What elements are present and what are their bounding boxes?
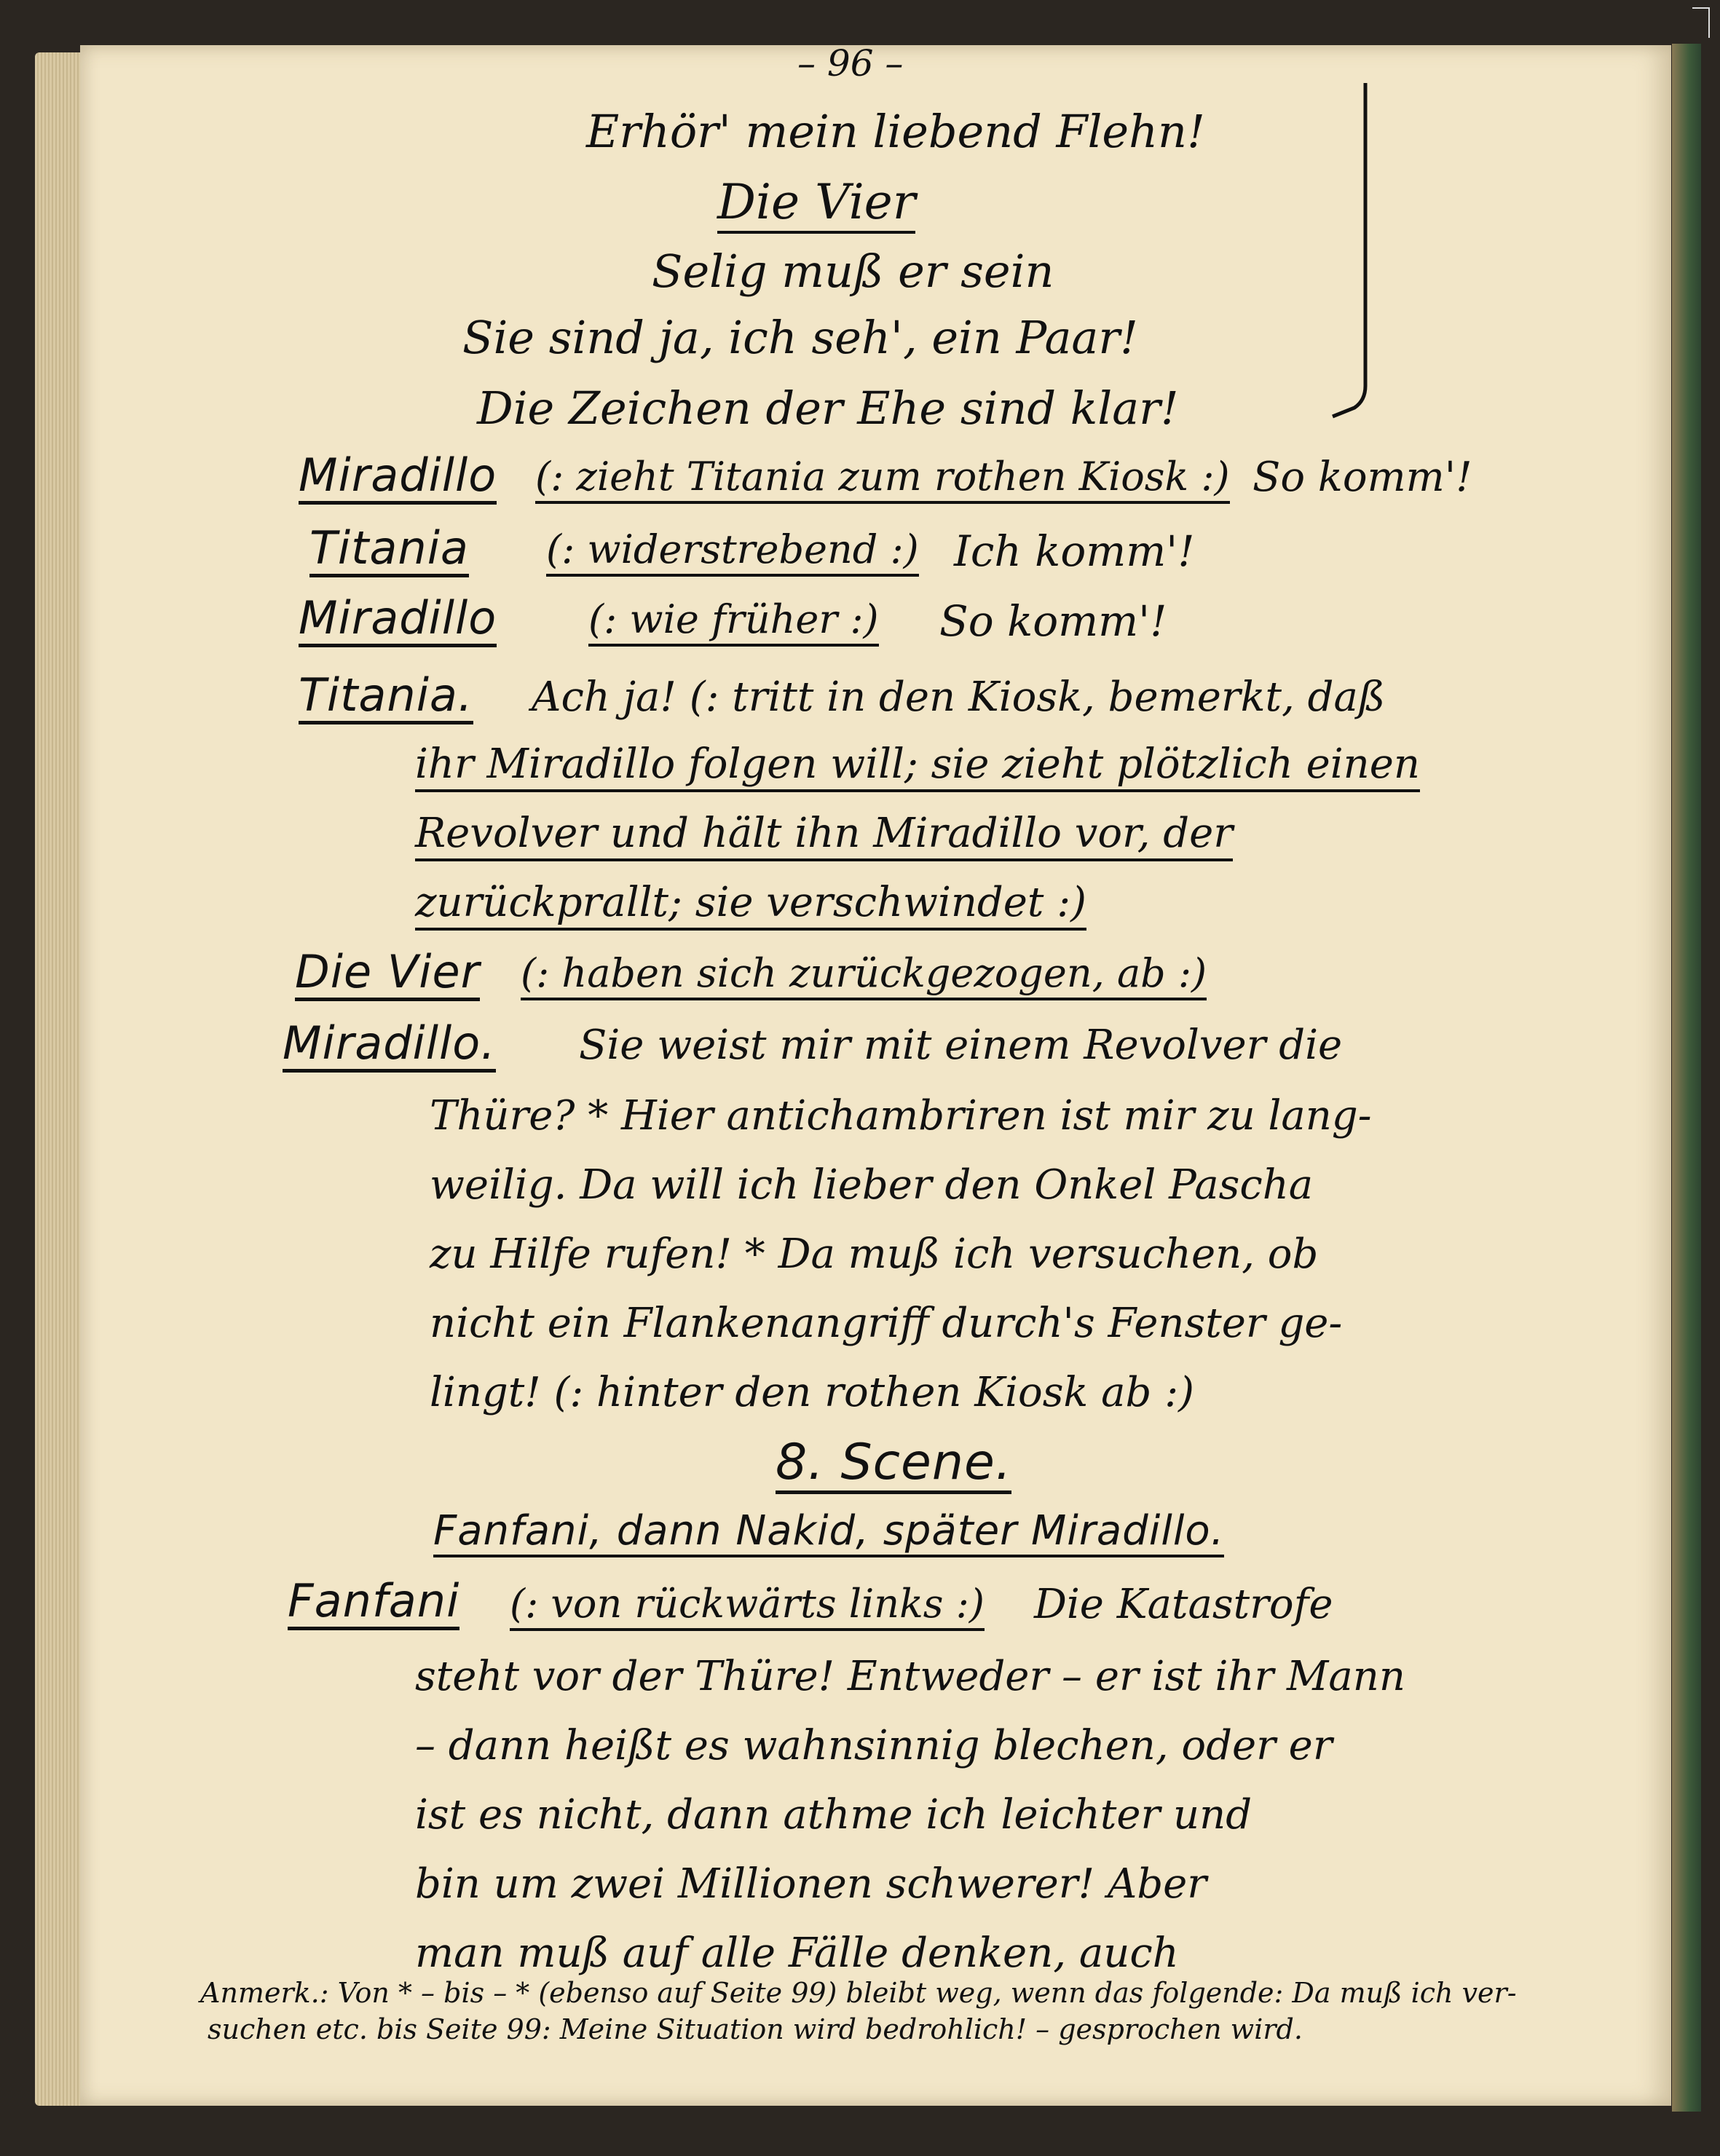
page-stack-edge: [35, 52, 86, 2106]
verse-speaker-die-vier: Die Vier: [717, 178, 915, 234]
speaker-titania-2: Titania.: [299, 673, 473, 724]
stage-direction-1: (: zieht Titania zum rothen Kiosk :): [535, 457, 1230, 504]
corner-mark: [1692, 7, 1710, 38]
verse-line-3: Sie sind ja, ich seh', ein Paar!: [462, 311, 1138, 364]
dialogue-line-6-cont-5: lingt! (: hinter den rothen Kiosk ab :): [430, 1369, 1194, 1416]
speaker-miradillo-2: Miradillo: [299, 596, 497, 647]
speaker-miradillo-3: Miradillo.: [283, 1021, 496, 1073]
book-binding-edge: [1672, 44, 1701, 2112]
dialogue-line-7-cont-2: – dann heißt es wahnsinnig blechen, oder er: [415, 1722, 1333, 1769]
dialogue-line-6-cont-3: zu Hilfe rufen! * Da muß ich versuchen, ob: [430, 1231, 1319, 1278]
dialogue-line-6-cont-1: Thüre? * Hier antichambriren ist mir zu lang-: [430, 1092, 1372, 1140]
stage-direction-4-cont-1: ihr Miradillo folgen will; sie zieht plötzlich einen: [415, 744, 1420, 792]
dialogue-line-7-cont-3: ist es nicht, dann athme ich leichter und: [415, 1791, 1252, 1839]
dialogue-line-7-cont-5: man muß auf alle Fälle denken, auch: [415, 1930, 1179, 1977]
stage-direction-2: (: widerstrebend :): [546, 530, 919, 577]
dialogue-line-7-cont-1: steht vor der Thüre! Entweder – er ist ihr Mann: [415, 1653, 1405, 1700]
dialogue-line-6-cont-4: nicht ein Flankenangriff durch's Fenster ge-: [430, 1300, 1343, 1347]
scene-title: 8. Scene.: [776, 1438, 1011, 1494]
dialogue-line-6: Sie weist mir mit einem Revolver die: [579, 1022, 1343, 1069]
verse-line-1: Erhör' mein liebend Flehn!: [586, 105, 1205, 158]
verse-bracket: [1325, 80, 1376, 422]
verse-line-2: Selig muß er sein: [652, 245, 1054, 298]
dialogue-line-7: Die Katastrofe: [1034, 1581, 1333, 1628]
footnote-line-2: suchen etc. bis Seite 99: Meine Situation wird bedrohlich! – gesprochen wird.: [208, 2013, 1303, 2045]
dialogue-line-2: Ich komm'!: [954, 526, 1195, 576]
page-number: – 96 –: [797, 42, 904, 84]
dialogue-line-6-cont-2: weilig. Da will ich lieber den Onkel Pascha: [430, 1161, 1314, 1209]
stage-direction-5: (: haben sich zurückgezogen, ab :): [521, 954, 1207, 1000]
speaker-fanfani: Fanfani: [288, 1579, 459, 1630]
scene-cast: Fanfani, dann Nakid, später Miradillo.: [433, 1511, 1224, 1557]
footnote-line-1: Anmerk.: Von * – bis – * (ebenso auf Seite 99) bleibt weg, wenn das folgende: Da muß ich ver-: [200, 1977, 1517, 2009]
dialogue-line-4: Ach ja! (: tritt in den Kiosk, bemerkt, daß: [532, 674, 1386, 721]
dialogue-line-7-cont-4: bin um zwei Millionen schwerer! Aber: [415, 1860, 1207, 1908]
stage-direction-6: (: von rückwärts links :): [510, 1584, 985, 1631]
stage-direction-4-cont-3: zurückprallt; sie verschwindet :): [415, 882, 1086, 931]
speaker-miradillo-1: Miradillo: [299, 453, 497, 505]
speaker-titania-1: Titania: [309, 526, 469, 577]
dialogue-line-3: So komm'!: [939, 596, 1167, 646]
speaker-die-vier: Die Vier: [295, 949, 480, 1001]
dialogue-line-1: So komm'!: [1252, 454, 1472, 501]
stage-direction-3: (: wie früher :): [588, 600, 879, 647]
verse-line-4: Die Zeichen der Ehe sind klar!: [477, 382, 1179, 435]
stage-direction-4-cont-2: Revolver und hält ihn Miradillo vor, der: [415, 813, 1233, 861]
